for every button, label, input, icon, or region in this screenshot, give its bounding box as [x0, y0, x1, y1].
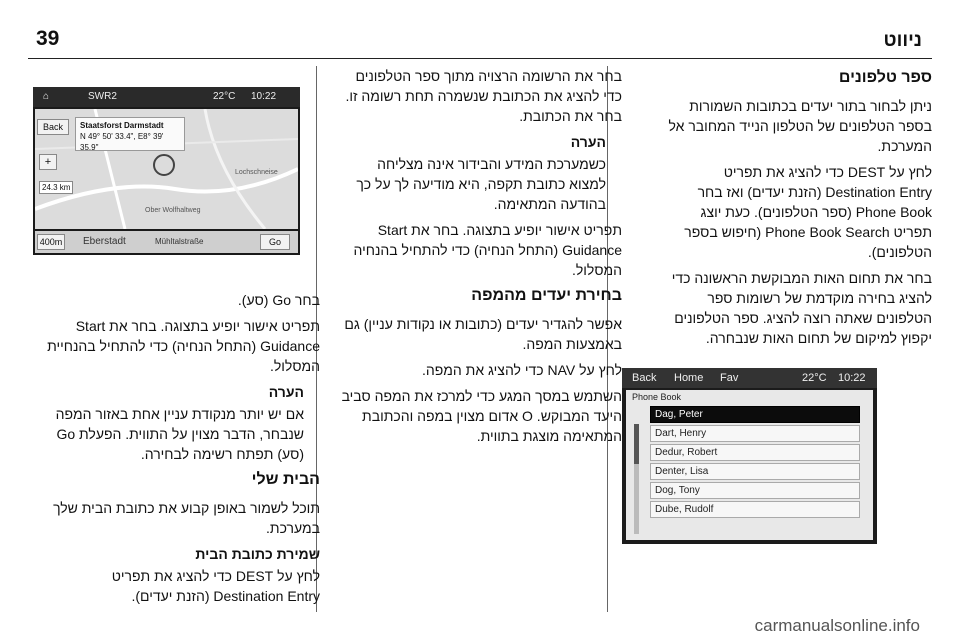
section-heading-phonebook: ספר טלפונים	[838, 69, 932, 86]
map-area[interactable]	[35, 109, 298, 229]
watermark: carmanualsonline.info	[754, 616, 920, 635]
list-item[interactable]: Dube, Rudolf	[650, 501, 860, 518]
page-number: 39	[36, 27, 60, 50]
tab-fav[interactable]: Fav	[720, 372, 739, 384]
page-title: ניווט	[883, 30, 922, 51]
paragraph: תוכל לשמור באופן קבוע את כתובת הבית שלך במערכת.	[53, 500, 320, 536]
temperature: 22°C	[213, 91, 236, 102]
note-text: כשמערכת המידע והבידור אינה מצליחה למצוא כתובת תקפה, היא מודיעה לך על כך בהודעה המתאימה.	[356, 156, 606, 212]
phonebook-top-bar	[622, 368, 877, 388]
paragraph: ניתן לבחור בתור יעדים בכתובות השמורות בספר הטלפונים של הטלפון הנייד המחובר אל המערכת.	[668, 98, 932, 154]
paragraph: השתמש במסך המגע כדי למרכז את המפה סביב היעד המבוקש. O אדום מצוין במפה והכתובת המתאימה מוצגת בתווית.	[341, 388, 622, 444]
nav-map-screenshot	[33, 87, 300, 255]
map-place-label: Lochschneise	[235, 169, 278, 176]
list-item[interactable]: Dog, Tony	[650, 482, 860, 499]
tab-home[interactable]: Home	[674, 372, 704, 384]
phonebook-title: Phone Book	[632, 392, 682, 402]
home-icon: ⌂	[43, 91, 50, 102]
go-button[interactable]: Go	[260, 234, 290, 250]
location-info-box	[75, 117, 185, 151]
paragraph: לחץ על DEST כדי להציג את תפריט Destination Entry (הזנת יעדים).	[111, 568, 320, 604]
zoom-in-icon[interactable]: +	[39, 154, 57, 170]
middle-column	[340, 66, 622, 452]
tab-back[interactable]: Back	[632, 372, 657, 384]
phonebook-list	[626, 390, 873, 540]
clock: 10:22	[251, 91, 277, 102]
paragraph: תפריט אישור יופיע בתצוגה. בחר את Start Guidance (התחל הנחיה) כדי להתחיל בהנחיה המסלול.	[353, 222, 622, 278]
city-label: Eberstadt	[83, 236, 126, 247]
list-item[interactable]: Dart, Henry	[650, 425, 860, 442]
left-column	[45, 290, 320, 612]
note-text: אם יש יותר מנקודת עניין אחת באזור המפה שנבחר, הדבר מצוין על התווית. הפעלת Go (סע) תפתח רשימה לבחירה.	[55, 406, 304, 462]
note-label: הערה	[570, 134, 606, 150]
list-item[interactable]: Dedur, Robert	[650, 444, 860, 461]
distance-label: 24.3 km	[39, 181, 73, 194]
location-name: Staatsforst Darmstadt	[80, 121, 164, 130]
paragraph: בחר את תחום האות המבוקשת הראשונה כדי להציג בחירה מוקדמת של רשומות ספר הטלפונים שאתה רוצה להציג. ספר הטלפונים יקפוץ למיקום של תחום האות שנבחרה.	[671, 270, 932, 346]
section-heading-home: הבית שלי	[251, 471, 320, 488]
scale-button[interactable]: 400m	[37, 234, 65, 250]
header-rule	[28, 58, 932, 59]
right-column	[664, 66, 932, 354]
radio-station-label: SWR2	[88, 91, 117, 102]
nav-bottom-bar	[35, 231, 298, 253]
map-place-label: Ober Wolfhaltweg	[145, 207, 201, 214]
subheading-save-home: שמירת כתובת הבית	[195, 546, 320, 562]
street-label: Mühltalstraße	[155, 237, 204, 246]
note-label: הערה	[268, 384, 304, 400]
back-button[interactable]: Back	[37, 119, 69, 135]
phonebook-screenshot	[622, 368, 877, 544]
section-heading-map: בחירת יעדים מהמפה	[471, 287, 622, 304]
paragraph: לחץ על DEST כדי להציג את תפריט Destination Entry (הזנת יעדים) ואז בחר Phone Book (ספר הטלפונים). כעת יוצג תפריט Phone Book Search (חיפוש בספר הטלפונים).	[684, 164, 932, 260]
paragraph: בחר Go (סע).	[237, 292, 320, 308]
nav-top-bar	[33, 87, 300, 107]
clock: 10:22	[838, 372, 866, 384]
paragraph: לחץ על NAV כדי להציג את המפה.	[422, 362, 622, 378]
crosshair-icon	[153, 154, 175, 176]
paragraph: אפשר להגדיר יעדים (כתובות או נקודות עניין) גם באמצעות המפה.	[344, 316, 622, 352]
scrollbar-thumb[interactable]	[634, 424, 639, 464]
temperature: 22°C	[802, 372, 827, 384]
list-item-selected[interactable]: Dag, Peter	[650, 406, 860, 423]
list-item[interactable]: Denter, Lisa	[650, 463, 860, 480]
paragraph: תפריט אישור יופיע בתצוגה. בחר את Start Guidance (התחל הנחיה) כדי להתחיל בהנחיית המסלול.	[47, 318, 320, 374]
location-coords: N 49° 50' 33.4", E8° 39' 35.9"	[80, 132, 164, 152]
paragraph: בחר את הרשומה הרצויה מתוך ספר הטלפונים כדי להציג את הכתובת שנשמרה תחת רשומה זו. בחר את הכתובת.	[345, 68, 622, 124]
